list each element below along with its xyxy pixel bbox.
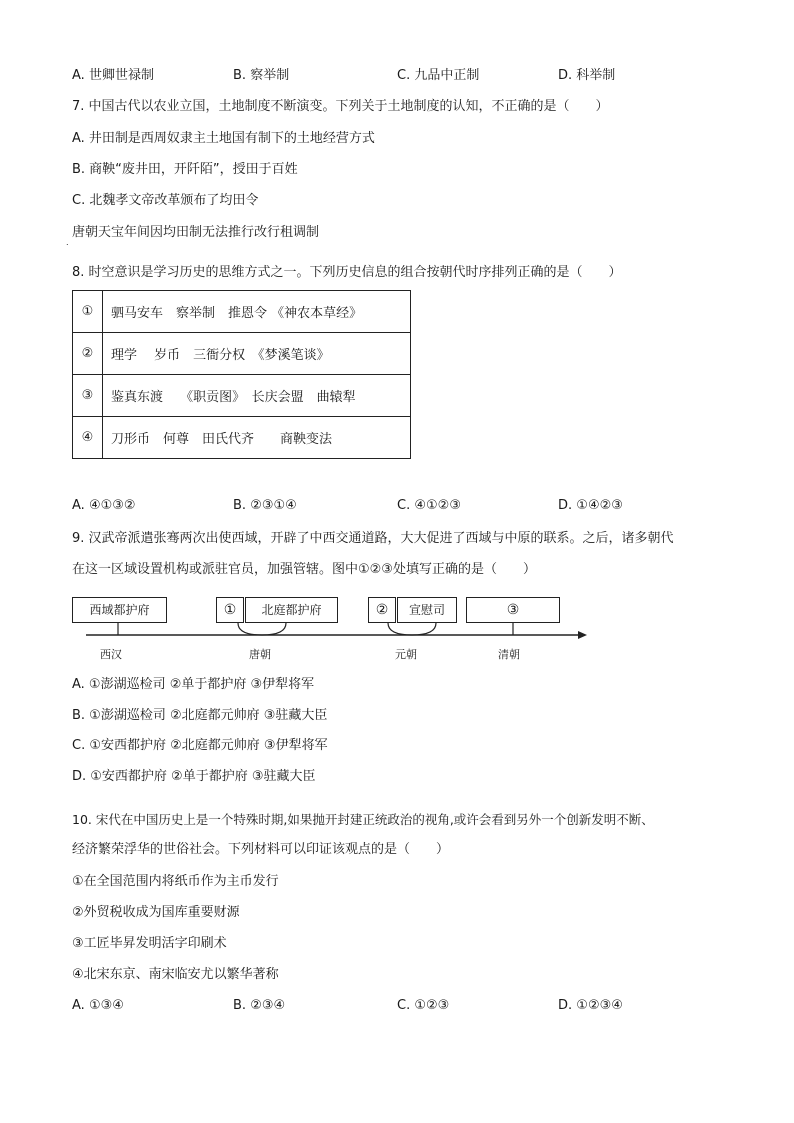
- q10-stem-line1: 10. 宋代在中国历史上是一个特殊时期,如果抛开封建正统政治的视角,或许会看到另外一个创新发明不断、: [72, 812, 654, 827]
- q7-option-b: B. 商鞅“废井田，开阡陌”，授田于百姓: [72, 162, 298, 177]
- q8-option-a: A. ④①③②: [72, 498, 136, 513]
- row-number: ①: [73, 291, 103, 333]
- q8-option-c: C. ④①②③: [397, 498, 461, 513]
- q6-option-a: A. 世卿世禄制: [72, 68, 154, 83]
- timeline-box-beiting: 北庭都护府: [245, 597, 338, 623]
- q9-option-c: C. ①安西都护府 ②北庭都元帅府 ③伊犁将军: [72, 738, 328, 753]
- q10-stem-line2: 经济繁荣浮华的世俗社会。下列材料可以印证该观点的是（ ）: [72, 842, 450, 857]
- q8-option-b: B. ②③①④: [233, 498, 297, 513]
- timeline-label-qing: 清朝: [498, 648, 520, 661]
- q7-option-c: C. 北魏孝文帝改革颁布了均田令: [72, 193, 259, 208]
- row-items: 理学 岁币 三衙分权 《梦溪笔谈》: [103, 333, 411, 375]
- stray-dot: .: [66, 238, 69, 247]
- q9-option-a: A. ①澎湖巡检司 ②单于都护府 ③伊犁将军: [72, 677, 315, 692]
- row-number: ③: [73, 375, 103, 417]
- q10-material-4: ④北宋东京、南宋临安尤以繁华著称: [72, 967, 279, 982]
- q6-option-b: B. 察举制: [233, 68, 290, 83]
- row-items: 鉴真东渡 《职贡图》 长庆会盟 曲辕犁: [103, 375, 411, 417]
- table-row: [73, 417, 411, 459]
- q9-stem-line1: 9. 汉武帝派遣张骞两次出使西域，开辟了中西交通道路，大大促进了西域与中原的联系。之后，诸多朝代: [72, 531, 674, 546]
- table-row: [73, 291, 411, 333]
- q10-material-3: ③工匠毕昇发明活字印刷术: [72, 936, 227, 951]
- timeline-box-2: ②: [368, 597, 396, 623]
- timeline-box-xiyu: 西域都护府: [72, 597, 167, 623]
- table-row: [73, 375, 411, 417]
- q6-option-d: D. 科举制: [558, 68, 616, 83]
- q8-option-d: D. ①④②③: [558, 498, 623, 513]
- q7-option-a: A. 井田制是西周奴隶主土地国有制下的土地经营方式: [72, 131, 375, 146]
- q7-stem: 7. 中国古代以农业立国，土地制度不断演变。下列关于土地制度的认知，不正确的是（ ）: [72, 99, 609, 114]
- q10-option-c: C. ①②③: [397, 998, 450, 1013]
- q8-options: [72, 497, 712, 515]
- row-number: ④: [73, 417, 103, 459]
- q8-stem: 8. 时空意识是学习历史的思维方式之一。下列历史信息的组合按朝代时序排列正确的是（ ）: [72, 265, 622, 280]
- timeline-label-xihan: 西汉: [100, 648, 122, 661]
- q10-option-d: D. ①②③④: [558, 998, 623, 1013]
- q10-options: [72, 997, 712, 1015]
- q9-stem-line2: 在这一区域设置机构或派驻官员，加强管辖。图中①②③处填写正确的是（ ）: [72, 562, 536, 577]
- row-items: 刀形币 何尊 田氏代齐 商鞅变法: [103, 417, 411, 459]
- q7-option-d: 唐朝天宝年间因均田制无法推行改行租调制: [72, 225, 320, 240]
- q6-option-c: C. 九品中正制: [397, 68, 480, 83]
- q10-material-1: ①在全国范围内将纸币作为主币发行: [72, 874, 279, 889]
- q9-option-d: D. ①安西都护府 ②单于都护府 ③驻藏大臣: [72, 769, 316, 784]
- timeline-box-3: ③: [466, 597, 560, 623]
- q6-options: [72, 67, 712, 85]
- q10-option-b: B. ②③④: [233, 998, 286, 1013]
- q9-option-b: B. ①澎湖巡检司 ②北庭都元帅府 ③驻藏大臣: [72, 708, 328, 723]
- q10-material-2: ②外贸税收成为国库重要财源: [72, 905, 240, 920]
- row-number: ②: [73, 333, 103, 375]
- q8-table: [72, 290, 411, 459]
- timeline-box-1: ①: [216, 597, 244, 623]
- table-row: [73, 333, 411, 375]
- row-items: 驷马安车 察举制 推恩令 《神农本草经》: [103, 291, 411, 333]
- timeline-label-yuan: 元朝: [395, 648, 417, 661]
- timeline-label-tang: 唐朝: [249, 648, 271, 661]
- q10-option-a: A. ①③④: [72, 998, 124, 1013]
- timeline-box-xuanwei: 宣慰司: [397, 597, 457, 623]
